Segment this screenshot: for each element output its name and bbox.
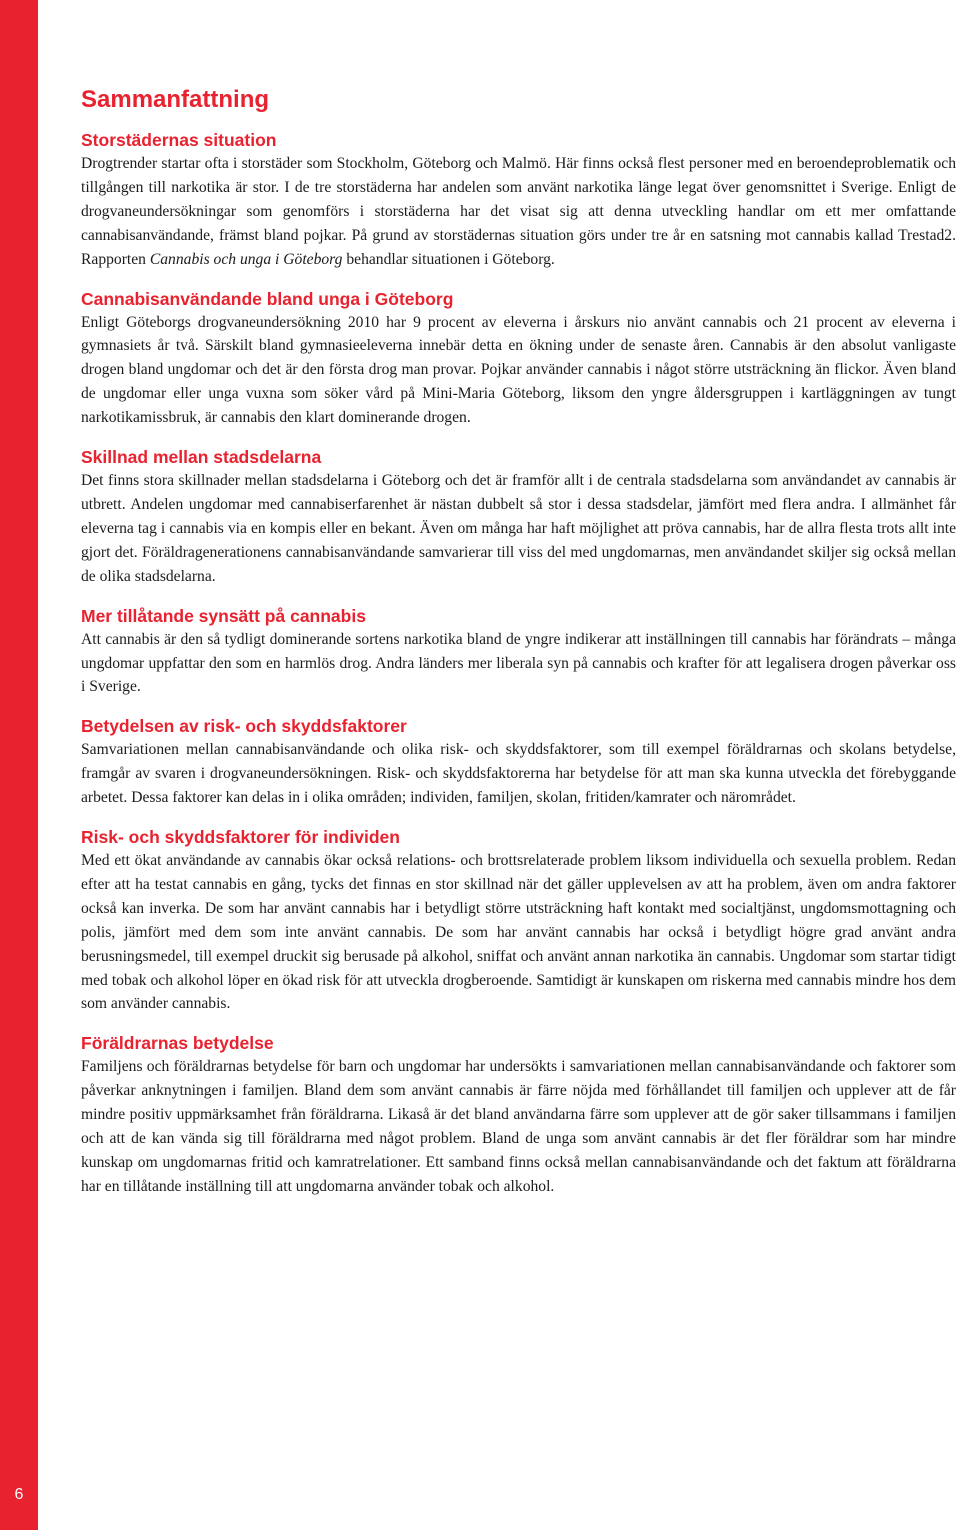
section-heading: Mer tillåtande synsätt på cannabis (81, 605, 366, 626)
section-paragraph: Samvariationen mellan cannabisanvändande och olika risk- och skyddsfaktorer, som till exempel föräldrarnas och skolans betydelse, framgår av svaren i drogvaneundersökningen. Risk- och skyddsfaktorerna har betydelse för att man ska kunna utveckla det förebyggande arbetet. Dessa faktorer kan delas in i olika områden; individen, familjen, skolan, fritiden/kamrater och närområdet. (81, 741, 956, 807)
section-heading: Skillnad mellan stadsdelarna (81, 447, 322, 468)
section-heading: Föräldrarnas betydelse (81, 1033, 274, 1054)
report-title: Cannabis och unga i Göteborg (149, 250, 343, 268)
section-paragraph: Enligt Göteborgs drogvaneundersökning 2010 har 9 procent av eleverna i årskurs nio använt cannabis och 21 procent av eleverna i gymnasiets år två. Särskilt bland gymnasieeleverna innebär detta en ökning under de senaste åren. Cannabis är den absolut vanligaste drogen bland ungdomar och det är den första drog man provar. Pojkar använder cannabis i något större utsträckning än flickor. Även bland de ungdomar eller unga vuxna som söker vård på Mini-Maria Göteborg, liksom den yngre åldersgruppen i kartläggningen av tungt narkotikamissbruk, är cannabis den klart dominerande drogen. (81, 313, 956, 427)
section-paragraph (81, 152, 956, 272)
section-heading: Cannabisanvändande bland unga i Göteborg (81, 288, 454, 309)
red-sidebar (0, 0, 38, 1530)
page-number: 6 (14, 1486, 24, 1503)
section-risk-skyddsfaktorer (81, 714, 956, 810)
section-individen (81, 825, 956, 1016)
paragraph-text-end: behandlar situationen i Göteborg. (342, 250, 555, 268)
section-heading: Risk- och skyddsfaktorer för individen (81, 827, 400, 848)
section-storstadernas-situation (81, 128, 956, 272)
section-paragraph: Att cannabis är den så tydligt dominerande sortens narkotika bland de yngre indikerar att inställningen till cannabis har förändrats – många ungdomar uppfattar den som en harmlös drog. Andra länders mer liberala syn på cannabis och krafter för att legalisera drogen påverkar oss i Sverige. (81, 630, 956, 696)
section-cannabisanvandande (81, 287, 956, 431)
section-foraldrarnas-betydelse (81, 1031, 956, 1198)
section-paragraph: Det finns stora skillnader mellan stadsdelarna i Göteborg och det är framför allt i de centrala stadsdelarna som användandet av cannabis är utbrett. Andelen ungdomar med cannabiserfarenhet är nästan dubbelt så stor i dessa stadsdelar, jämfört med flera andra. I allmänhet får eleverna tag i cannabis via en kompis eller en bekant. Även om många har haft möjlighet att pröva cannabis, har de allra flesta trots allt inte gjort det. Föräldragenerationens cannabisanvändande samvarierar till viss del med ungdomarnas, men användandet skiljer sig också mellan de olika stadsdelarna. (81, 472, 956, 585)
section-heading: Storstädernas situation (81, 130, 277, 150)
section-skillnad-stadsdelarna (81, 445, 956, 589)
page-title: Sammanfattning (81, 86, 270, 113)
section-heading: Betydelsen av risk- och skyddsfaktorer (81, 716, 407, 737)
page-content (81, 84, 956, 1214)
section-tillatande-synsatt (81, 604, 956, 700)
section-paragraph: Familjens och föräldrarnas betydelse för barn och ungdomar har undersökts i samvariationen mellan cannabisanvändande och faktorer som påverkar anknytningen i familjen. Bland dem som använt cannabis är färre nöjda med förhållandet till familjen och upplever att de får mindre positiv uppmärksamhet från föräldrarna. Likaså är det bland användarna färre som upplever att de gör saker tillsammans i familjen och att de kan vända sig till föräldrarna med något problem. Bland de unga som använt cannabis är det fler föräldrar som har mindre kunskap om ungdomarnas fritid och kamratrelationer. Ett samband finns också mellan cannabisanvändande och det faktum att föräldrarna har en tillåtande inställning till att ungdomarna använder tobak och alkohol. (81, 1058, 956, 1195)
section-paragraph: Med ett ökat användande av cannabis ökar också relations- och brottsrelaterade problem liksom individuella och sexuella problem. Redan efter att ha testat cannabis en gång, tycks det finnas en stor skillnad när det gäller upplevelsen av att ha problem, även om andra faktorer också kan inverka. De som har använt cannabis har i betydligt större utsträckning haft kontakt med socialtjänst, ungdomsmottagning och polis, jämfört med dem som inte använt cannabis. De som har använt cannabis har också i betydligt högre grad använt andra berusningsmedel, till exempel druckit sig berusade på alkohol, sniffat och använt annan narkotika än cannabis. Ungdomar som startar tidigt med tobak och alkohol löper en ökad risk för att utveckla drogberoende. Samtidigt är kunskapen om riskerna med cannabis mindre hos dem som använder cannabis. (81, 852, 956, 1013)
paragraph-text: Drogtrender startar ofta i storstäder som Stockholm, Göteborg och Malmö. Här finns också flest personer med en beroendeproblematik och tillgången till narkotika är stor. I de tre storstäderna har andelen som använt narkotika länge legat över genomsnittet i Sverige. Enligt de drogvaneundersökningar som genomförs i storstäderna har det visat sig att denna utveckling handlar om ett mer omfattande cannabisanvändande, främst bland pojkar. På grund av storstädernas situation görs under tre år en satsning mot cannabis kallad Trestad2. Rapporten (81, 155, 956, 268)
